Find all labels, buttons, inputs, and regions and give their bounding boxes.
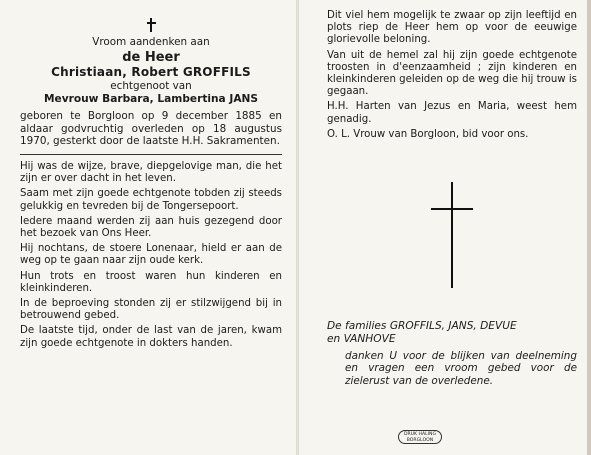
paragraph: In de beproeving stonden zij er stilzwijgend bij in betrouwend gebed. bbox=[20, 298, 282, 322]
paragraph: Iedere maand werden zij aan huis gezegend door het bezoek van Ons Heer. bbox=[20, 215, 282, 239]
paragraph: Hij nochtans, de stoere Lonenaar, hield er aan de weg op te gaan naar zijn oude kerk. bbox=[20, 243, 282, 267]
cross-icon bbox=[147, 18, 156, 32]
paragraph: Dit viel hem mogelijk te zwaar op zijn leeftijd en plots riep de Heer hem op voor de eeuwige glorievolle beloning. bbox=[327, 10, 577, 46]
paragraph: Hun trots en troost waren hun kinderen en kleinkinderen. bbox=[20, 270, 282, 294]
paragraph: Saam met zijn goede echtgenote tobden zij steeds gelukkig en tevreden bij de Tongersepoort. bbox=[20, 188, 282, 212]
paragraph: O. L. Vrouw van Borgloon, bid voor ons. bbox=[327, 128, 529, 140]
paragraph: De laatste tijd, onder de last van de jaren, kwam zijn goede echtgenote in dokters handen. bbox=[20, 325, 282, 349]
bio-text: geboren te Borgloon op 9 december 1885 en aldaar godvruchtig overleden op 18 augustus 1970, gesterkt door de laatste H.H. Sakramenten. bbox=[20, 110, 282, 148]
families-line: De families GROFFILS, JANS, DEVUE bbox=[327, 320, 517, 333]
printer-stamp bbox=[398, 430, 442, 444]
paragraph: Hij was de wijze, brave, diepgelovige man, die het zijn er over dacht in het leven. bbox=[20, 160, 282, 185]
intro-text: Vroom aandenken aan bbox=[92, 36, 210, 48]
spouse-name: Mevrouw Barbara, Lambertina JANS bbox=[43, 93, 259, 106]
thanks-text: danken U voor de blijken van deelneming en vragen een vroom gebed voor de zielerust van de overledene. bbox=[345, 350, 577, 387]
right-panel bbox=[299, 0, 591, 455]
stamp-line: BORGLOON bbox=[406, 438, 434, 443]
paragraph: Van uit de hemel zal hij zijn goede echtgenote troosten in d'eenzaamheid ; zijn kinderen en kleinkinderen geleiden op de weg die hij trouw is gegaan. bbox=[327, 49, 577, 98]
spouse-intro: echtgenoot van bbox=[110, 79, 192, 92]
title-text: de Heer bbox=[122, 49, 180, 65]
stamp-line: DRUK HALING bbox=[403, 432, 437, 437]
paragraph: H.H. Harten van Jezus en Maria, weest hem genadig. bbox=[327, 101, 577, 125]
families-line: en VANHOVE bbox=[327, 333, 396, 346]
card-edge bbox=[587, 0, 591, 455]
large-cross-icon bbox=[431, 182, 473, 288]
divider bbox=[20, 154, 282, 155]
deceased-name: Christiaan, Robert GROFFILS bbox=[51, 64, 251, 79]
